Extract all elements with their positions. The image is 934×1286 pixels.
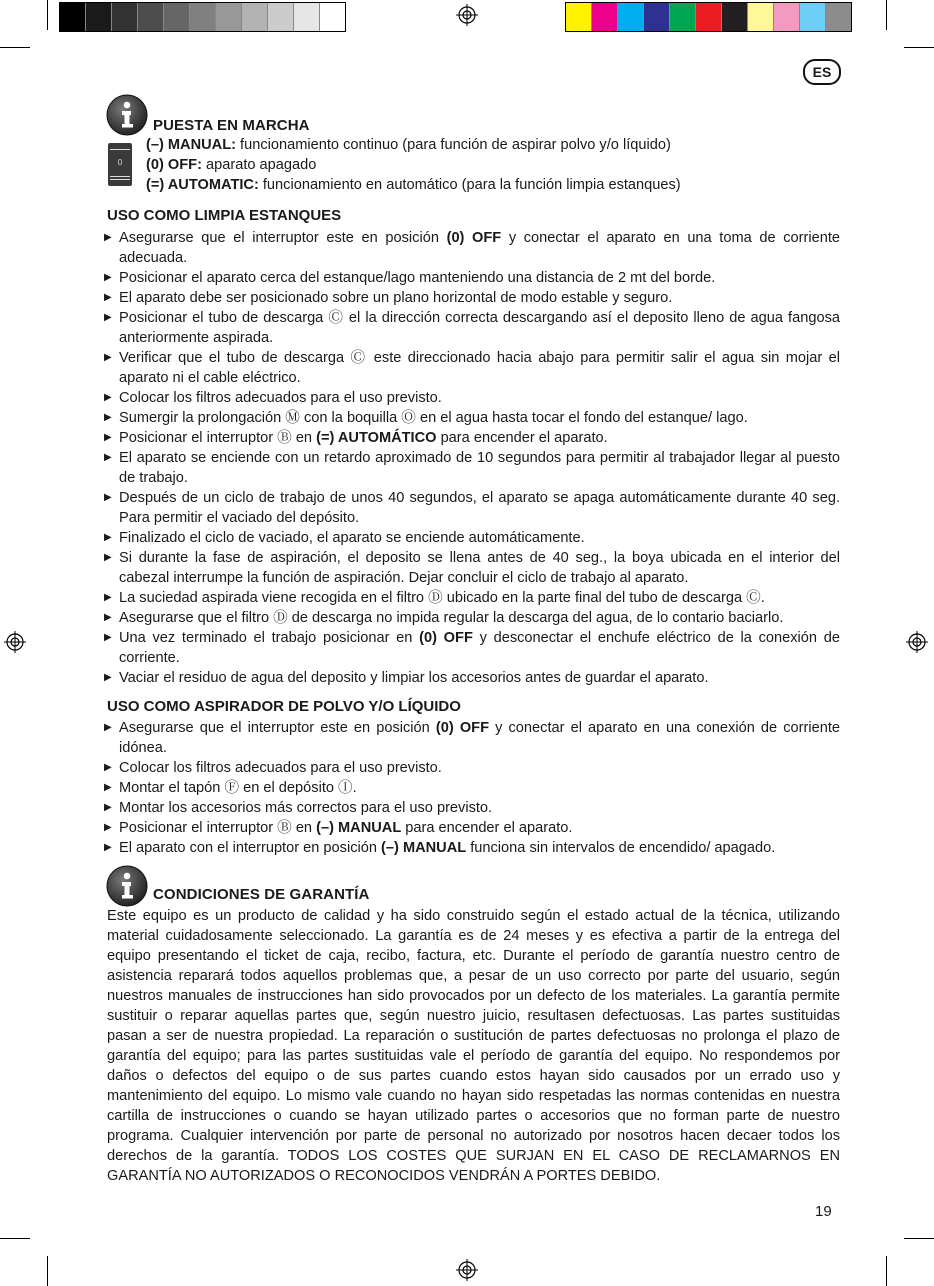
bold-term: (–) MANUAL xyxy=(381,840,467,856)
crop-mark xyxy=(886,0,887,30)
color-swatch xyxy=(644,3,670,31)
item-text: Asegurarse que el interruptor este en posición xyxy=(119,720,436,736)
item-text: El aparato debe ser posicionado sobre un plano horizontal de modo estable y seguro. xyxy=(119,290,673,306)
color-swatch xyxy=(800,3,826,31)
gray-swatch xyxy=(86,3,112,31)
gray-swatch xyxy=(242,3,268,31)
list-item xyxy=(104,818,840,838)
item-text: El aparato con el interruptor en posición xyxy=(119,840,382,856)
color-swatch xyxy=(774,3,800,31)
item-text: Una vez terminado el trabajo posicionar en xyxy=(119,630,420,646)
list-item xyxy=(104,308,840,348)
color-swatch xyxy=(592,3,618,31)
item-text: Asegurarse que el filtro Ⓓ de descarga no impida regular la descarga del agua, de lo contario baciarlo. xyxy=(119,610,784,626)
crop-mark xyxy=(47,0,48,30)
registration-mark-icon xyxy=(906,631,928,653)
item-text: Finalizado el ciclo de vaciado, el aparato se enciende automáticamente. xyxy=(119,530,585,546)
item-text: para encender el aparato. xyxy=(436,430,608,446)
color-swatch xyxy=(566,3,592,31)
item-text: El aparato se enciende con un retardo aproximado de 10 segundos para permitir al trabajador llegar al puesto de trabajo. xyxy=(119,450,840,486)
info-icon xyxy=(106,94,148,136)
garantia-text: Este equipo es un producto de calidad y ha sido construido según el estado actual de la técnica, utilizando material cuidadosamente seleccionado. La garantía es de 24 meses y es efectiva a partir de la entrega del equipo presentando el ticket de caja, recibo, factura, etc. Durante el período de garantía nuestro centro de asistencia reparará todos aquellos problemas que, a pesar de un uso correcto por parte del usuario, según nuestros manuales de instrucciones han sido provocados por un defecto de los materiales. La garantía permite sustituir o reparar aquellas partes que, según nuestro juicio, resultasen defectuosas. Las partes sustituidas pasan a ser de nuestra propiedad. La reparación o sustitución de partes defectuosas no prolonga el plazo de garantía del equipo; para las partes sustituidas vale el período de garantía del equipo. No respondemos por daños o defectos del equipo o de sus partes cuando estos hayan sido causados por un errado uso y mantenimiento del equipo. Lo mismo vale cuando no hayan sido respetadas las normas contenidas en nuestra cartilla de instrucciones o cuando se hayan utilizado partes o accesorios que no forman parte de nuestro programa. Cualquier intervención por parte de personal no autorizado por nosotros hacen decaer todos los derechos de la garantía. TODOS LOS COSTES QUE SURJAN EN EL CASO DE RECLAMARNOS EN GARANTÍA NO AUTORIZADOS O RECONOCIDOS VENDRÁN A PORTES DEBIDO. xyxy=(107,908,840,1184)
list-item xyxy=(104,548,840,588)
gray-swatch xyxy=(320,3,345,31)
item-text: Colocar los filtros adecuados para el uso previsto. xyxy=(119,390,442,406)
list-item xyxy=(104,228,840,268)
item-text: para encender el aparato. xyxy=(401,820,573,836)
process-color-bar xyxy=(565,2,852,32)
bold-term: (0) OFF xyxy=(435,720,490,736)
list-item xyxy=(104,528,840,548)
item-text: Después de un ciclo de trabajo de unos 40 segundos, el aparato se apaga automáticamente durante 40 seg. Para permitir el vaciado del depósito. xyxy=(119,490,840,526)
registration-mark-icon xyxy=(4,631,26,653)
gray-swatch xyxy=(138,3,164,31)
item-text: Montar el tapón Ⓕ en el depósito Ⓘ. xyxy=(119,780,357,796)
switch-icon xyxy=(108,143,132,186)
color-swatch xyxy=(618,3,644,31)
crop-mark xyxy=(904,47,934,48)
crop-mark xyxy=(886,1256,887,1286)
registration-mark-icon xyxy=(456,1259,478,1281)
list-item xyxy=(104,718,840,758)
list-item xyxy=(104,488,840,528)
color-swatch xyxy=(696,3,722,31)
color-swatch xyxy=(722,3,748,31)
item-text: funciona sin intervalos de encendido/ apagado. xyxy=(466,840,776,856)
registration-mark-icon xyxy=(456,4,478,26)
item-text: Montar los accesorios más correctos para el uso previsto. xyxy=(119,800,493,816)
list-item xyxy=(104,388,840,408)
item-text: Asegurarse que el interruptor este en posición xyxy=(119,230,447,246)
item-text: Posicionar el interruptor Ⓑ en xyxy=(119,820,317,836)
item-text: y conectar el aparato en una conexión de corriente idónea. xyxy=(119,720,841,756)
list-item xyxy=(104,628,840,668)
list-item xyxy=(104,758,840,778)
gray-swatch xyxy=(294,3,320,31)
gray-swatch xyxy=(112,3,138,31)
crop-mark xyxy=(0,1238,30,1239)
item-text: Posicionar el interruptor Ⓑ en xyxy=(119,430,317,446)
list-item xyxy=(104,408,840,428)
mode-manual: (–) MANUAL: funcionamiento continuo (para función de aspirar polvo y/o líquido) xyxy=(146,137,671,153)
list-item xyxy=(104,448,840,488)
switch-off-label: 0 xyxy=(117,158,123,167)
item-text: y desconectar el enchufe eléctrico de la conexión de corriente. xyxy=(119,630,840,666)
crop-mark xyxy=(0,47,30,48)
item-text: Verificar que el tubo de descarga Ⓒ este direccionado hacia abajo para permitir salir el agua sin mojar el aparato ni el cable eléctrico. xyxy=(119,350,840,386)
bold-term: (–) MANUAL xyxy=(316,820,402,836)
mode-automatic: (=) AUTOMATIC: funcionamiento en automático (para la función limpia estanques) xyxy=(146,177,681,193)
crop-mark xyxy=(47,1256,48,1286)
list-item xyxy=(104,798,840,818)
list-item xyxy=(104,348,840,388)
aspirador-title: USO COMO ASPIRADOR DE POLVO Y/O LÍQUIDO xyxy=(107,698,461,715)
gray-swatch xyxy=(268,3,294,31)
list-item xyxy=(104,668,840,688)
bold-term: (=) AUTOMÁTICO xyxy=(316,430,437,446)
garantia-title: CONDICIONES DE GARANTÍA xyxy=(153,886,370,903)
list-item xyxy=(104,838,840,858)
list-item xyxy=(104,608,840,628)
language-badge: ES xyxy=(803,59,841,85)
color-swatch xyxy=(670,3,696,31)
item-text: Posicionar el aparato cerca del estanque/lago manteniendo una distancia de 2 mt del borde. xyxy=(119,270,716,286)
aspirador-list xyxy=(104,718,840,858)
puesta-title: PUESTA EN MARCHA xyxy=(153,117,310,134)
page-number: 19 xyxy=(815,1203,832,1220)
crop-mark xyxy=(904,1238,934,1239)
gray-swatch xyxy=(216,3,242,31)
list-item xyxy=(104,428,840,448)
item-text: Sumergir la prolongación Ⓜ con la boquilla Ⓞ en el agua hasta tocar el fondo del estanque/ lago. xyxy=(119,410,748,426)
color-swatch xyxy=(748,3,774,31)
item-text: La suciedad aspirada viene recogida en el filtro Ⓓ ubicado en la parte final del tubo de descarga Ⓒ. xyxy=(119,590,765,606)
gray-swatch xyxy=(190,3,216,31)
gray-swatch xyxy=(164,3,190,31)
list-item xyxy=(104,288,840,308)
item-text: Si durante la fase de aspiración, el deposito se llena antes de 40 seg., la boya ubicada en el interior del cabezal interrumpe la función de aspiración. Dejar concluir el ciclo de trabajo al aparato. xyxy=(119,550,840,586)
item-text: Colocar los filtros adecuados para el uso previsto. xyxy=(119,760,442,776)
color-swatch xyxy=(826,3,851,31)
item-text: y conectar el aparato en una toma de corriente adecuada. xyxy=(119,230,840,266)
list-item xyxy=(104,268,840,288)
list-item xyxy=(104,778,840,798)
bold-term: (0) OFF xyxy=(419,630,473,646)
bold-term: (0) OFF xyxy=(446,230,502,246)
estanques-list xyxy=(104,228,840,688)
mode-off: (0) OFF: aparato apagado xyxy=(146,157,317,173)
grayscale-color-bar xyxy=(59,2,346,32)
item-text: Posicionar el tubo de descarga Ⓒ el la dirección correcta descargando así el deposito lleno de agua fangosa anteriormente aspirada. xyxy=(119,310,840,346)
estanques-title: USO COMO LIMPIA ESTANQUES xyxy=(107,207,342,224)
gray-swatch xyxy=(60,3,86,31)
item-text: Vaciar el residuo de agua del deposito y limpiar los accesorios antes de guardar el aparato. xyxy=(119,670,709,686)
info-icon xyxy=(106,865,148,907)
list-item xyxy=(104,588,840,608)
